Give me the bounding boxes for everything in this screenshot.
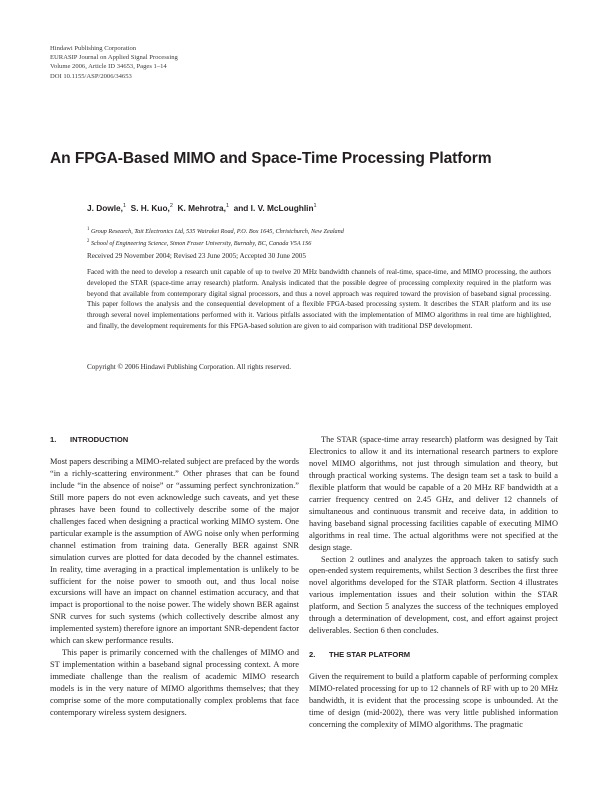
section-number: 1. bbox=[50, 435, 57, 444]
author-name: J. Dowle, bbox=[87, 203, 123, 213]
affiliation-number: 1 bbox=[87, 227, 90, 232]
section-heading-introduction bbox=[50, 434, 299, 446]
section-title: INTRODUCTION bbox=[70, 435, 129, 444]
author-affiliation-mark: 1 bbox=[313, 203, 317, 210]
publication-info bbox=[50, 44, 178, 81]
paragraph: This paper is primarily concerned with the challenges of MIMO and ST implementation within a baseband signal processing context. A more immediate challenge than the realism of academic MIMO research models is in the very nature of MIMO algorithms themselves; that they comprise some of the more computationally complex problems that face contemporary wireless system designers. bbox=[50, 648, 299, 718]
paragraph: Section 2 outlines and analyzes the approach taken to satisfy such open-ended system requirements, whilst Section 3 describes the first three novel algorithms developed for the STAR platform. Section 4 illustrates various implementation issues and their solution within the STAR platform, and Section 5 analyzes the success of the techniques employed through a determination of development, cost, and effort against project deliverables. Section 6 then concludes. bbox=[309, 554, 558, 636]
affiliation-number: 2 bbox=[87, 239, 90, 245]
author-name: K. Mehrotra, bbox=[177, 203, 226, 213]
copyright-notice: Copyright © 2006 Hindawi Publishing Corporation. All rights reserved. bbox=[87, 363, 292, 371]
doi: DOI 10.1155/ASP/2006/34653 bbox=[50, 72, 132, 80]
right-column bbox=[309, 434, 558, 731]
author-list bbox=[87, 203, 317, 213]
journal-name: EURASIP Journal on Applied Signal Processing bbox=[50, 54, 178, 62]
author-name: S. H. Kuo, bbox=[130, 203, 170, 213]
paper-title: An FPGA-Based MIMO and Space-Time Processing Platform bbox=[50, 150, 492, 167]
author-affiliation-mark: 1 bbox=[225, 203, 229, 210]
received-dates: Received 29 November 2004; Revised 23 June 2005; Accepted 30 June 2005 bbox=[87, 252, 306, 260]
author-name: and I. V. McLoughlin bbox=[233, 203, 314, 213]
paragraph: The STAR (space-time array research) platform was designed by Tait Electronics to allow it and its international research partners to explore novel MIMO algorithms, not just through simulation and theory, but through practical working systems. The design team set a task to build a flexible platform that would be capable of a 20 MHz RF bandwidth at a carrier frequency centred on 2.45 GHz, and deliver 12 channels of simultaneous and continuous transmit and receive data, in addition to having baseband signal processing facilities capable of executing MIMO algorithms in real time. The actual algorithms were not specified at the design stage. bbox=[309, 435, 558, 552]
author-affiliation-mark: 2 bbox=[169, 203, 173, 210]
author-affiliation-mark: 1 bbox=[122, 203, 127, 210]
affiliation-line bbox=[87, 237, 344, 249]
section-title: THE STAR PLATFORM bbox=[329, 650, 411, 660]
abstract: Faced with the need to develop a research unit capable of up to twelve 20 MHz bandwidth channels of real-time, space-time, and MIMO processing, the authors developed the STAR (space-time array research) platform. Analysis indicated that the possible degree of processing complexity required in the platform was beyond that available from contemporary digital signal processors, and thus a novel approach was required toward the provision of baseband signal processing. This paper follows the analysis and the consequential development of a flexible FPGA-based processing system. It describes the STAR platform and its use through several novel implementations performed with it. Various pitfalls associated with the implementation of MIMO algorithms in real time are highlighted, and finally, the development requirements for this FPGA-based solution are given to aid comparison with traditional DSP development. bbox=[87, 268, 551, 330]
volume-info: Volume 2006, Article ID 34653, Pages 1–14 bbox=[50, 63, 167, 71]
paragraph: Most papers describing a MIMO-related subject are prefaced by the words “in a richly-scattering environment.” Other phrases that can be found include “in the absence of noise” or “assuming perfect synchronization.” Still more papers do not even acknowledge such caveats, and yet these phrases have been found to collectively describe some of the major challenges faced when designing a practical working MIMO system. One particular example is the assumption of AWG noise only when performing channel estimation from training data. Generally BER against SNR simulation curves are plotted for data decoded by the channel estimates. In reality, time averaging in a practical implementation is unlikely to be sufficient for the noise power to smooth out, and thus local noise excursions will have an impact on channel estimation accuracy, and that impact is proportional to the noise power. The widely shown BER against SNR curves for such systems (which collectively describe almost any implemented system) therefore ignore an important SNR-dependent factor which can skew performance results. bbox=[50, 457, 299, 646]
affiliations bbox=[87, 225, 344, 250]
section-number: 2. bbox=[309, 650, 316, 660]
section-heading-star-platform bbox=[309, 649, 558, 661]
affiliation-text: Group Research, Tait Electronics Ltd, 535 Wairakei Road, P.O. Box 1645, Christchurch, New Zealand bbox=[90, 228, 344, 236]
paragraph: Given the requirement to build a platform capable of performing complex MIMO-related processing for up to 12 channels of RF with up to 20 MHz bandwidth, it is evident that the processing scope is unbounded. At the time of design (mid-2002), there was very little published information concerning the complexity of MIMO algorithms. The pragmatic bbox=[309, 672, 558, 730]
affiliation-text: School of Engineering Science, Simon Fraser University, Burnaby, BC, Canada V5A 1S6 bbox=[90, 240, 312, 248]
affiliation-line bbox=[87, 225, 344, 237]
publisher: Hindawi Publishing Corporation bbox=[50, 45, 137, 52]
left-column bbox=[50, 434, 299, 719]
